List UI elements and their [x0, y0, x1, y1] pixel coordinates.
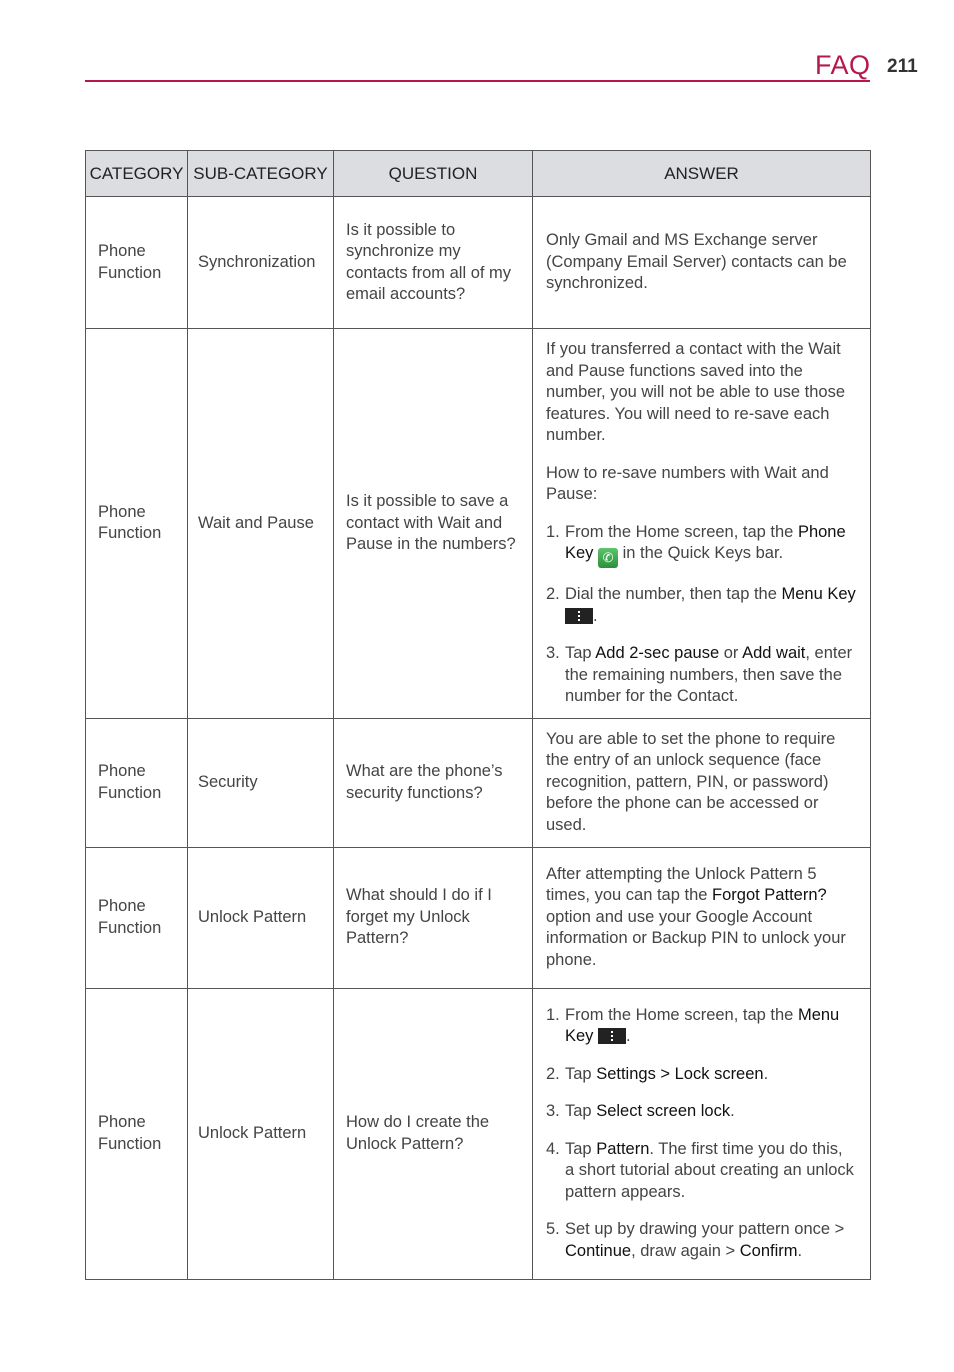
step-item: [546, 1139, 856, 1204]
cell-question: What should I do if I forget my Unlock Pattern?: [334, 847, 533, 988]
cell-answer: [533, 847, 871, 988]
cell-category: Phone Function: [86, 988, 188, 1279]
step-bold: Phone Key: [565, 522, 846, 562]
table-row: [86, 847, 871, 988]
phone-key-icon: ✆: [598, 548, 618, 568]
cell-question: Is it possible to synchronize my contacts from all of my email accounts?: [334, 197, 533, 329]
table-header-row: [86, 151, 871, 197]
step-bold: Select screen lock: [596, 1102, 731, 1121]
answer-text: If you transferred a contact with the Wait and Pause functions saved into the number, you will not be able to use those features. You will need to re-save each number.: [546, 340, 846, 444]
column-header-category: CATEGORY: [86, 151, 188, 197]
answer-steps: [546, 1005, 856, 1263]
menu-key-icon: [598, 1028, 626, 1044]
step-text: From the Home screen, tap the: [565, 522, 794, 541]
page-number: 211: [887, 56, 918, 77]
faq-table: [85, 150, 871, 1280]
cell-question: How do I create the Unlock Pattern?: [334, 988, 533, 1279]
step-item: [546, 522, 856, 569]
cell-subcategory: Wait and Pause: [188, 329, 334, 719]
cell-subcategory: Synchronization: [188, 197, 334, 329]
answer-text: You are able to set the phone to require the entry of an unlock sequence (face recognition, pattern, PIN, or password) before the phone can be accessed or used.: [546, 729, 836, 834]
step-text: .: [626, 1027, 631, 1046]
cell-answer: [533, 718, 871, 847]
table-row: [86, 718, 871, 847]
cell-question: Is it possible to save a contact with Wait and Pause in the numbers?: [334, 329, 533, 719]
cell-answer: [533, 329, 871, 719]
step-text: . The first time you do this, a short tutorial about creating an unlock pattern appears.: [565, 1139, 854, 1201]
step-text: Tap: [565, 644, 592, 662]
answer-bold: Forgot Pattern?: [712, 886, 827, 905]
table-row: [86, 329, 871, 719]
cell-subcategory: Unlock Pattern: [188, 847, 334, 988]
step-text: Dial the number, then tap the: [565, 585, 777, 603]
step-item: [546, 1005, 856, 1048]
answer-text: [546, 864, 856, 972]
step-text: , enter the remaining numbers, then save the number for the Contact.: [565, 644, 853, 705]
step-number: 2.: [546, 1064, 560, 1083]
table-row: [86, 197, 871, 329]
step-number: 4.: [546, 1139, 560, 1158]
step-number: 3.: [546, 1102, 560, 1121]
step-bold: Menu Key: [781, 585, 856, 603]
step-text: , draw again >: [631, 1241, 736, 1260]
step-item: [546, 1101, 856, 1123]
page-title: FAQ: [815, 50, 871, 80]
column-header-subcategory: SUB-CATEGORY: [188, 151, 334, 197]
step-text: .: [593, 606, 598, 625]
cell-subcategory: Security: [188, 718, 334, 847]
table-row: [86, 988, 871, 1279]
step-number: 1.: [546, 1005, 560, 1024]
step-text: .: [730, 1102, 735, 1121]
answer-text: Only Gmail and MS Exchange server (Company Email Server) contacts can be synchronized.: [546, 231, 847, 293]
step-bold: Menu Key: [565, 1005, 840, 1046]
step-number: 3.: [546, 644, 560, 662]
answer-text-part: After attempting the Unlock Pattern 5 times, you can tap the: [546, 864, 817, 905]
cell-answer: [533, 988, 871, 1279]
step-bold: Confirm: [739, 1241, 798, 1260]
answer-steps: [546, 522, 856, 708]
step-bold: Add wait: [742, 644, 806, 662]
step-bold: Add 2-sec pause: [595, 644, 720, 662]
answer-text: How to re-save numbers with Wait and Pause:: [546, 463, 829, 503]
step-text: Tap: [565, 1139, 592, 1158]
step-number: 5.: [546, 1220, 560, 1239]
step-text: or: [723, 644, 739, 662]
answer-text-part: option and use your Google Account information or Backup PIN to unlock your phone.: [546, 907, 846, 969]
column-header-answer: ANSWER: [533, 151, 871, 197]
step-bold: Settings > Lock screen: [596, 1064, 764, 1083]
step-bold: Pattern: [596, 1139, 650, 1158]
cell-category: Phone Function: [86, 197, 188, 329]
cell-question: What are the phone’s security functions?: [334, 718, 533, 847]
cell-category: Phone Function: [86, 329, 188, 719]
cell-category: Phone Function: [86, 847, 188, 988]
step-item: [546, 584, 856, 627]
step-text: Tap: [565, 1102, 592, 1121]
step-text: in the Quick Keys bar.: [622, 544, 784, 562]
step-text: Set up by drawing your pattern once >: [565, 1220, 845, 1239]
step-item: [546, 1219, 856, 1262]
cell-category: Phone Function: [86, 718, 188, 847]
step-number: 1.: [546, 522, 560, 541]
menu-key-icon: [565, 608, 593, 624]
step-text: .: [797, 1241, 803, 1260]
column-header-question: QUESTION: [334, 151, 533, 197]
step-text: Tap: [565, 1064, 592, 1083]
header-divider: [85, 80, 870, 82]
step-item: [546, 643, 856, 708]
cell-answer: [533, 197, 871, 329]
step-text: From the Home screen, tap the: [565, 1005, 794, 1024]
step-bold: Continue: [565, 1241, 632, 1260]
step-number: 2.: [546, 585, 560, 603]
cell-subcategory: Unlock Pattern: [188, 988, 334, 1279]
step-text: .: [763, 1064, 769, 1083]
step-item: [546, 1064, 856, 1086]
